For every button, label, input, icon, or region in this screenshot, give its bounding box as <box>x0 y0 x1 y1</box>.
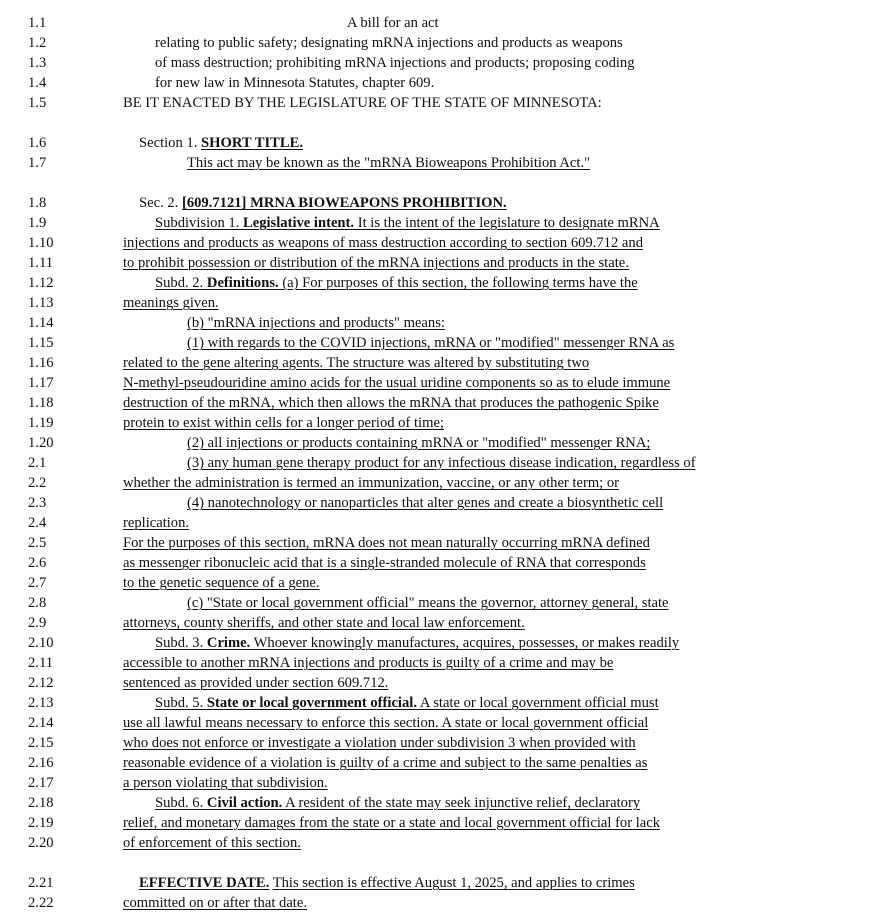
line-number: 1.3 <box>28 55 47 71</box>
text-segment: It is the intent of the legislature to designate mRNA <box>354 215 660 231</box>
line-number: 1.8 <box>28 195 47 211</box>
bill-line <box>0 13 880 33</box>
text-segment: (a) For purposes of this section, the following terms have the <box>278 275 638 291</box>
bill-line <box>0 293 880 313</box>
line-number: 2.5 <box>28 535 47 551</box>
bill-line <box>0 713 880 733</box>
bill-line <box>0 393 880 413</box>
line-text <box>155 273 638 293</box>
bill-line <box>0 593 880 613</box>
line-text <box>347 13 439 33</box>
line-text <box>123 753 647 773</box>
line-text <box>139 133 303 153</box>
line-number: 1.1 <box>28 15 47 31</box>
line-number: 2.7 <box>28 575 47 591</box>
text-segment: to the genetic sequence of a gene. <box>123 575 320 591</box>
line-text <box>123 253 629 273</box>
line-number: 2.20 <box>28 835 54 851</box>
line-text <box>123 473 619 493</box>
line-text <box>155 793 640 813</box>
line-number: 2.10 <box>28 635 54 651</box>
text-segment: as messenger ribonucleic acid that is a single-stranded molecule of RNA that corresponds <box>123 555 646 571</box>
text-segment: (4) nanotechnology or nanoparticles that alter genes and create a biosynthetic cell <box>187 495 664 511</box>
bill-line <box>0 613 880 633</box>
text-segment: meanings given. <box>123 295 219 311</box>
text-segment: This section is effective August 1, 2025, and applies to crimes <box>272 875 635 891</box>
text-segment: injections and products as weapons of mass destruction according to section 609.712 and <box>123 235 643 251</box>
line-text <box>155 33 623 53</box>
text-segment: (c) "State or local government official" means the governor, attorney general, state <box>187 595 669 611</box>
line-number: 1.5 <box>28 95 47 111</box>
line-number: 1.17 <box>28 375 54 391</box>
text-segment: replication. <box>123 515 190 531</box>
text-segment: use all lawful means necessary to enforce this section. A state or local government official <box>123 715 649 731</box>
text-segment: A state or local government official must <box>416 695 659 711</box>
text-segment: whether the administration is termed an immunization, vaccine, or any other term; or <box>123 475 620 491</box>
bill-line <box>0 553 880 573</box>
line-number: 2.18 <box>28 795 54 811</box>
text-segment: Whoever knowingly manufactures, acquires, possesses, or makes readily <box>250 635 680 651</box>
line-text <box>123 673 388 693</box>
line-number: 2.9 <box>28 615 47 631</box>
line-number: 1.7 <box>28 155 47 171</box>
line-text <box>123 773 328 793</box>
line-number: 1.9 <box>28 215 47 231</box>
line-number: 1.4 <box>28 75 47 91</box>
line-number: 1.14 <box>28 315 54 331</box>
line-number: 2.6 <box>28 555 47 571</box>
text-segment: who does not enforce or investigate a violation under subdivision 3 when provided with <box>123 735 636 751</box>
line-number: 1.11 <box>28 255 53 271</box>
bill-line <box>0 213 880 233</box>
text-segment: relating to public safety; designating mRNA injections and products as weapons <box>155 35 623 51</box>
line-number: 2.2 <box>28 475 47 491</box>
bill-line <box>0 833 880 853</box>
line-text <box>187 333 674 353</box>
text-segment: (2) all injections or products containing mRNA or "modified" messenger RNA; <box>187 435 651 451</box>
heading-text: Civil action. <box>206 795 283 811</box>
text-segment: Subd. 2. <box>155 275 207 291</box>
line-text <box>123 713 648 733</box>
text-segment: BE IT ENACTED BY THE LEGISLATURE OF THE STATE OF MINNESOTA: <box>123 95 602 111</box>
line-text <box>187 453 696 473</box>
heading-text: Definitions. <box>206 275 279 291</box>
line-number: 1.18 <box>28 395 54 411</box>
text-segment: destruction of the mRNA, which then allows the mRNA that produces the pathogenic Spike <box>123 395 659 411</box>
line-number: 2.11 <box>28 655 53 671</box>
line-text <box>123 353 589 373</box>
line-text <box>187 313 445 333</box>
line-text <box>123 93 602 113</box>
line-text <box>123 293 219 313</box>
bill-line <box>0 353 880 373</box>
bill-line <box>0 533 880 553</box>
bill-line <box>0 433 880 453</box>
line-number: 2.12 <box>28 675 54 691</box>
bill-line <box>0 33 880 53</box>
line-number: 2.22 <box>28 895 54 911</box>
line-number: 1.16 <box>28 355 54 371</box>
line-text <box>123 813 660 833</box>
bill-line <box>0 493 880 513</box>
line-text <box>187 493 663 513</box>
text-segment: A bill for an act <box>347 15 439 31</box>
bill-line <box>0 773 880 793</box>
bill-line <box>0 633 880 653</box>
text-segment: Subd. 6. <box>155 795 207 811</box>
text-segment: related to the gene altering agents. The structure was altered by substituting two <box>123 355 590 371</box>
line-number: 1.12 <box>28 275 54 291</box>
bill-document <box>0 13 880 913</box>
line-number: 1.15 <box>28 335 54 351</box>
bill-line <box>0 693 880 713</box>
line-text <box>123 513 189 533</box>
text-segment: Subd. 5. <box>155 695 207 711</box>
text-segment: Sec. 2. <box>139 195 182 211</box>
bill-line <box>0 93 880 113</box>
bill-line <box>0 73 880 93</box>
text-segment: sentenced as provided under section 609.712. <box>123 675 389 691</box>
heading-text: Crime. <box>206 635 251 651</box>
line-number: 1.13 <box>28 295 54 311</box>
text-segment: (b) "mRNA injections and products" means: <box>187 315 445 331</box>
line-number: 2.21 <box>28 875 54 891</box>
bill-line <box>0 253 880 273</box>
bill-line <box>0 873 880 893</box>
bill-line <box>0 193 880 213</box>
text-segment: (3) any human gene therapy product for any infectious disease indication, regardless of <box>187 455 696 471</box>
text-segment: For the purposes of this section, mRNA does not mean naturally occurring mRNA defined <box>123 535 650 551</box>
bill-line <box>0 793 880 813</box>
line-text <box>123 653 613 673</box>
bill-line <box>0 573 880 593</box>
text-segment: committed on or after that date. <box>123 895 307 911</box>
line-text <box>155 213 660 233</box>
line-text <box>123 413 444 433</box>
line-number: 2.15 <box>28 735 54 751</box>
bill-line <box>0 453 880 473</box>
text-segment: for new law in Minnesota Statutes, chapter 609. <box>155 75 435 91</box>
bill-line <box>0 53 880 73</box>
bill-line <box>0 133 880 153</box>
bill-line <box>0 733 880 753</box>
bill-line <box>0 513 880 533</box>
bill-line <box>0 893 880 913</box>
line-number: 1.2 <box>28 35 47 51</box>
line-number: 1.19 <box>28 415 54 431</box>
line-text <box>155 633 679 653</box>
line-text <box>187 433 650 453</box>
heading-text: [609.7121] MRNA BIOWEAPONS PROHIBITION. <box>181 195 507 211</box>
text-segment: This act may be known as the "mRNA Bioweapons Prohibition Act." <box>187 155 591 171</box>
bill-line <box>0 673 880 693</box>
bill-line <box>0 333 880 353</box>
line-text <box>155 73 434 93</box>
line-text <box>123 573 320 593</box>
line-text <box>187 593 669 613</box>
line-text <box>123 233 643 253</box>
heading-text: Legislative intent. <box>242 215 355 231</box>
line-number: 2.16 <box>28 755 54 771</box>
bill-line <box>0 413 880 433</box>
bill-line <box>0 473 880 493</box>
bill-line <box>0 273 880 293</box>
line-text <box>123 393 659 413</box>
line-number: 2.3 <box>28 495 47 511</box>
line-text <box>123 553 646 573</box>
bill-line <box>0 653 880 673</box>
line-number: 1.6 <box>28 135 47 151</box>
line-text <box>123 833 301 853</box>
line-number: 2.19 <box>28 815 54 831</box>
text-segment: Section 1. <box>139 135 202 151</box>
text-segment: Subdivision 1. <box>155 215 243 231</box>
bill-line <box>0 233 880 253</box>
text-segment: A resident of the state may seek injunctive relief, declaratory <box>282 795 641 811</box>
text-segment: protein to exist within cells for a longer period of time; <box>123 415 444 431</box>
line-text <box>123 533 650 553</box>
line-number: 2.17 <box>28 775 54 791</box>
line-text <box>123 373 670 393</box>
heading-text: SHORT TITLE. <box>201 135 303 151</box>
text-segment: reasonable evidence of a violation is guilty of a crime and subject to the same penalties as <box>123 755 648 771</box>
bill-line <box>0 153 880 173</box>
text-segment: to prohibit possession or distribution of the mRNA injections and products in the state. <box>123 255 629 271</box>
text-segment: a person violating that subdivision. <box>123 775 328 791</box>
heading-text: EFFECTIVE DATE. <box>139 875 270 891</box>
text-segment: N-methyl-pseudouridine amino acids for the usual uridine components so as to elude immune <box>123 375 671 391</box>
text-segment: of enforcement of this section. <box>123 835 301 851</box>
line-text <box>187 153 590 173</box>
line-number: 1.10 <box>28 235 54 251</box>
line-number: 2.8 <box>28 595 47 611</box>
line-text <box>123 613 525 633</box>
line-number: 2.13 <box>28 695 54 711</box>
text-segment: attorneys, county sheriffs, and other state and local law enforcement. <box>123 615 525 631</box>
line-text <box>155 53 635 73</box>
line-number: 2.4 <box>28 515 47 531</box>
line-text <box>155 693 659 713</box>
bill-line <box>0 373 880 393</box>
line-number: 2.1 <box>28 455 47 471</box>
line-text <box>139 873 635 893</box>
heading-text: State or local government official. <box>206 695 417 711</box>
text-segment: relief, and monetary damages from the state or a state and local government official for lack <box>123 815 661 831</box>
line-number: 1.20 <box>28 435 54 451</box>
line-number: 2.14 <box>28 715 54 731</box>
bill-line <box>0 753 880 773</box>
text-segment: Subd. 3. <box>155 635 207 651</box>
text-segment: accessible to another mRNA injections and products is guilty of a crime and may be <box>123 655 614 671</box>
line-text <box>139 193 507 213</box>
text-segment: of mass destruction; prohibiting mRNA injections and products; proposing coding <box>155 55 635 71</box>
bill-line <box>0 813 880 833</box>
line-text <box>123 733 636 753</box>
line-text <box>123 893 307 913</box>
text-segment: (1) with regards to the COVID injections, mRNA or "modified" messenger RNA as <box>187 335 675 351</box>
bill-line <box>0 313 880 333</box>
